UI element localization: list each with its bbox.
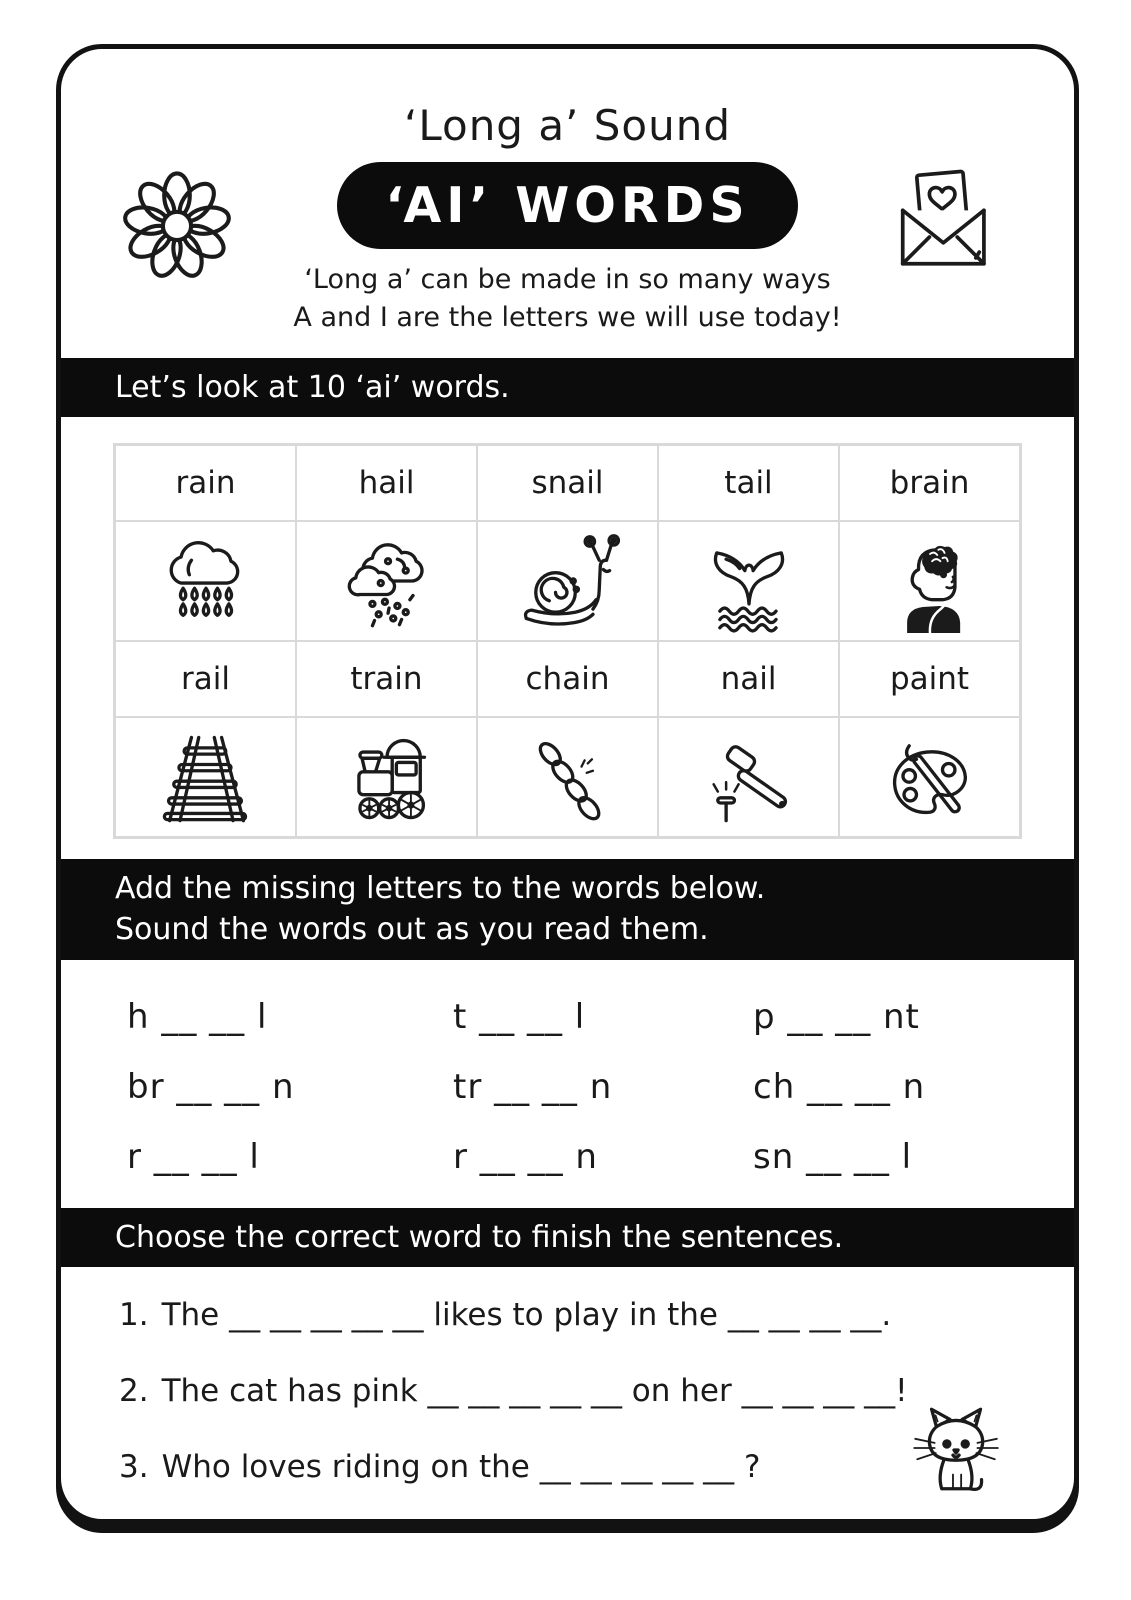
word-image-cell [658, 717, 839, 837]
word-image-cell [839, 717, 1020, 837]
word-label: brain [839, 445, 1020, 521]
fill-in-word: h __ __ l [127, 996, 268, 1037]
word-label: tail [658, 445, 839, 521]
section-heading-missing [61, 859, 1074, 960]
section-heading-choose-text: Choose the correct word to finish the sentences. [115, 1219, 844, 1255]
ai-words-badge: ‘AI’ WORDS [337, 162, 797, 249]
word-label: nail [658, 641, 839, 717]
word-label: rail [115, 641, 296, 717]
fill-in-word: tr __ __ n [453, 1066, 613, 1107]
sentence [119, 1449, 1034, 1485]
sentences-section [119, 1297, 1034, 1485]
paint-palette-icon [878, 725, 982, 829]
train-icon [335, 725, 439, 829]
word-label: chain [477, 641, 658, 717]
word-image-cell [839, 521, 1020, 641]
word-image-cell [477, 717, 658, 837]
section-heading-missing-line-1: Add the missing letters to the words below. [115, 871, 766, 907]
sentence-number: 1. [119, 1297, 149, 1334]
fill-in-word: br __ __ n [127, 1066, 295, 1107]
fill-in-row [127, 1122, 1074, 1192]
page-title: ‘Long a’ Sound [403, 101, 732, 150]
word-grid [113, 443, 1022, 839]
hammer-nail-icon [697, 725, 801, 829]
word-label: paint [839, 641, 1020, 717]
whale-tail-icon [697, 529, 801, 633]
fill-in-word: p __ __ nt [753, 996, 920, 1037]
fill-in-word: t __ __ l [453, 996, 586, 1037]
sentence-text: Who loves riding on the __ __ __ __ __ ? [161, 1449, 761, 1486]
word-image-cell [296, 521, 477, 641]
sentence [119, 1297, 1034, 1333]
cat-icon [903, 1397, 1005, 1499]
sentence-text: The __ __ __ __ __ likes to play in the __ __ __ __. [161, 1297, 892, 1334]
word-label: hail [296, 445, 477, 521]
word-label: train [296, 641, 477, 717]
worksheet-page [56, 44, 1079, 1524]
snail-icon [516, 529, 620, 633]
section-heading-look [61, 358, 1074, 417]
word-image-cell [658, 521, 839, 641]
fill-in-section [127, 982, 1074, 1192]
sentence-number: 2. [119, 1373, 149, 1410]
brain-icon [878, 529, 982, 633]
fill-in-word: r __ __ n [453, 1136, 598, 1177]
sentence-text: The cat has pink __ __ __ __ __ on her __ __ __ __! [161, 1373, 908, 1410]
subtitle-line-1: ‘Long a’ can be made in so many ways [304, 264, 831, 295]
fill-in-word: ch __ __ n [753, 1066, 926, 1107]
word-label: rain [115, 445, 296, 521]
flower-icon [113, 153, 241, 281]
envelope-heart-icon [883, 157, 999, 273]
word-label: snail [477, 445, 658, 521]
rail-tracks-icon [154, 725, 258, 829]
sentence [119, 1373, 1034, 1409]
word-image-cell [296, 717, 477, 837]
chain-icon [516, 725, 620, 829]
hail-icon [335, 529, 439, 633]
fill-in-row [127, 1052, 1074, 1122]
section-heading-missing-line-2: Sound the words out as you read them. [115, 912, 709, 948]
fill-in-row [127, 982, 1074, 1052]
word-image-cell [115, 521, 296, 641]
subtitle-line-2: A and I are the letters we will use today! [293, 302, 842, 334]
sentence-number: 3. [119, 1449, 149, 1486]
section-heading-look-text: Let’s look at 10 ‘ai’ words. [115, 369, 510, 405]
fill-in-word: r __ __ l [127, 1136, 260, 1177]
word-image-cell [477, 521, 658, 641]
fill-in-word: sn __ __ l [753, 1136, 913, 1177]
section-heading-choose [61, 1208, 1074, 1267]
word-image-cell [115, 717, 296, 837]
rain-icon [154, 529, 258, 633]
